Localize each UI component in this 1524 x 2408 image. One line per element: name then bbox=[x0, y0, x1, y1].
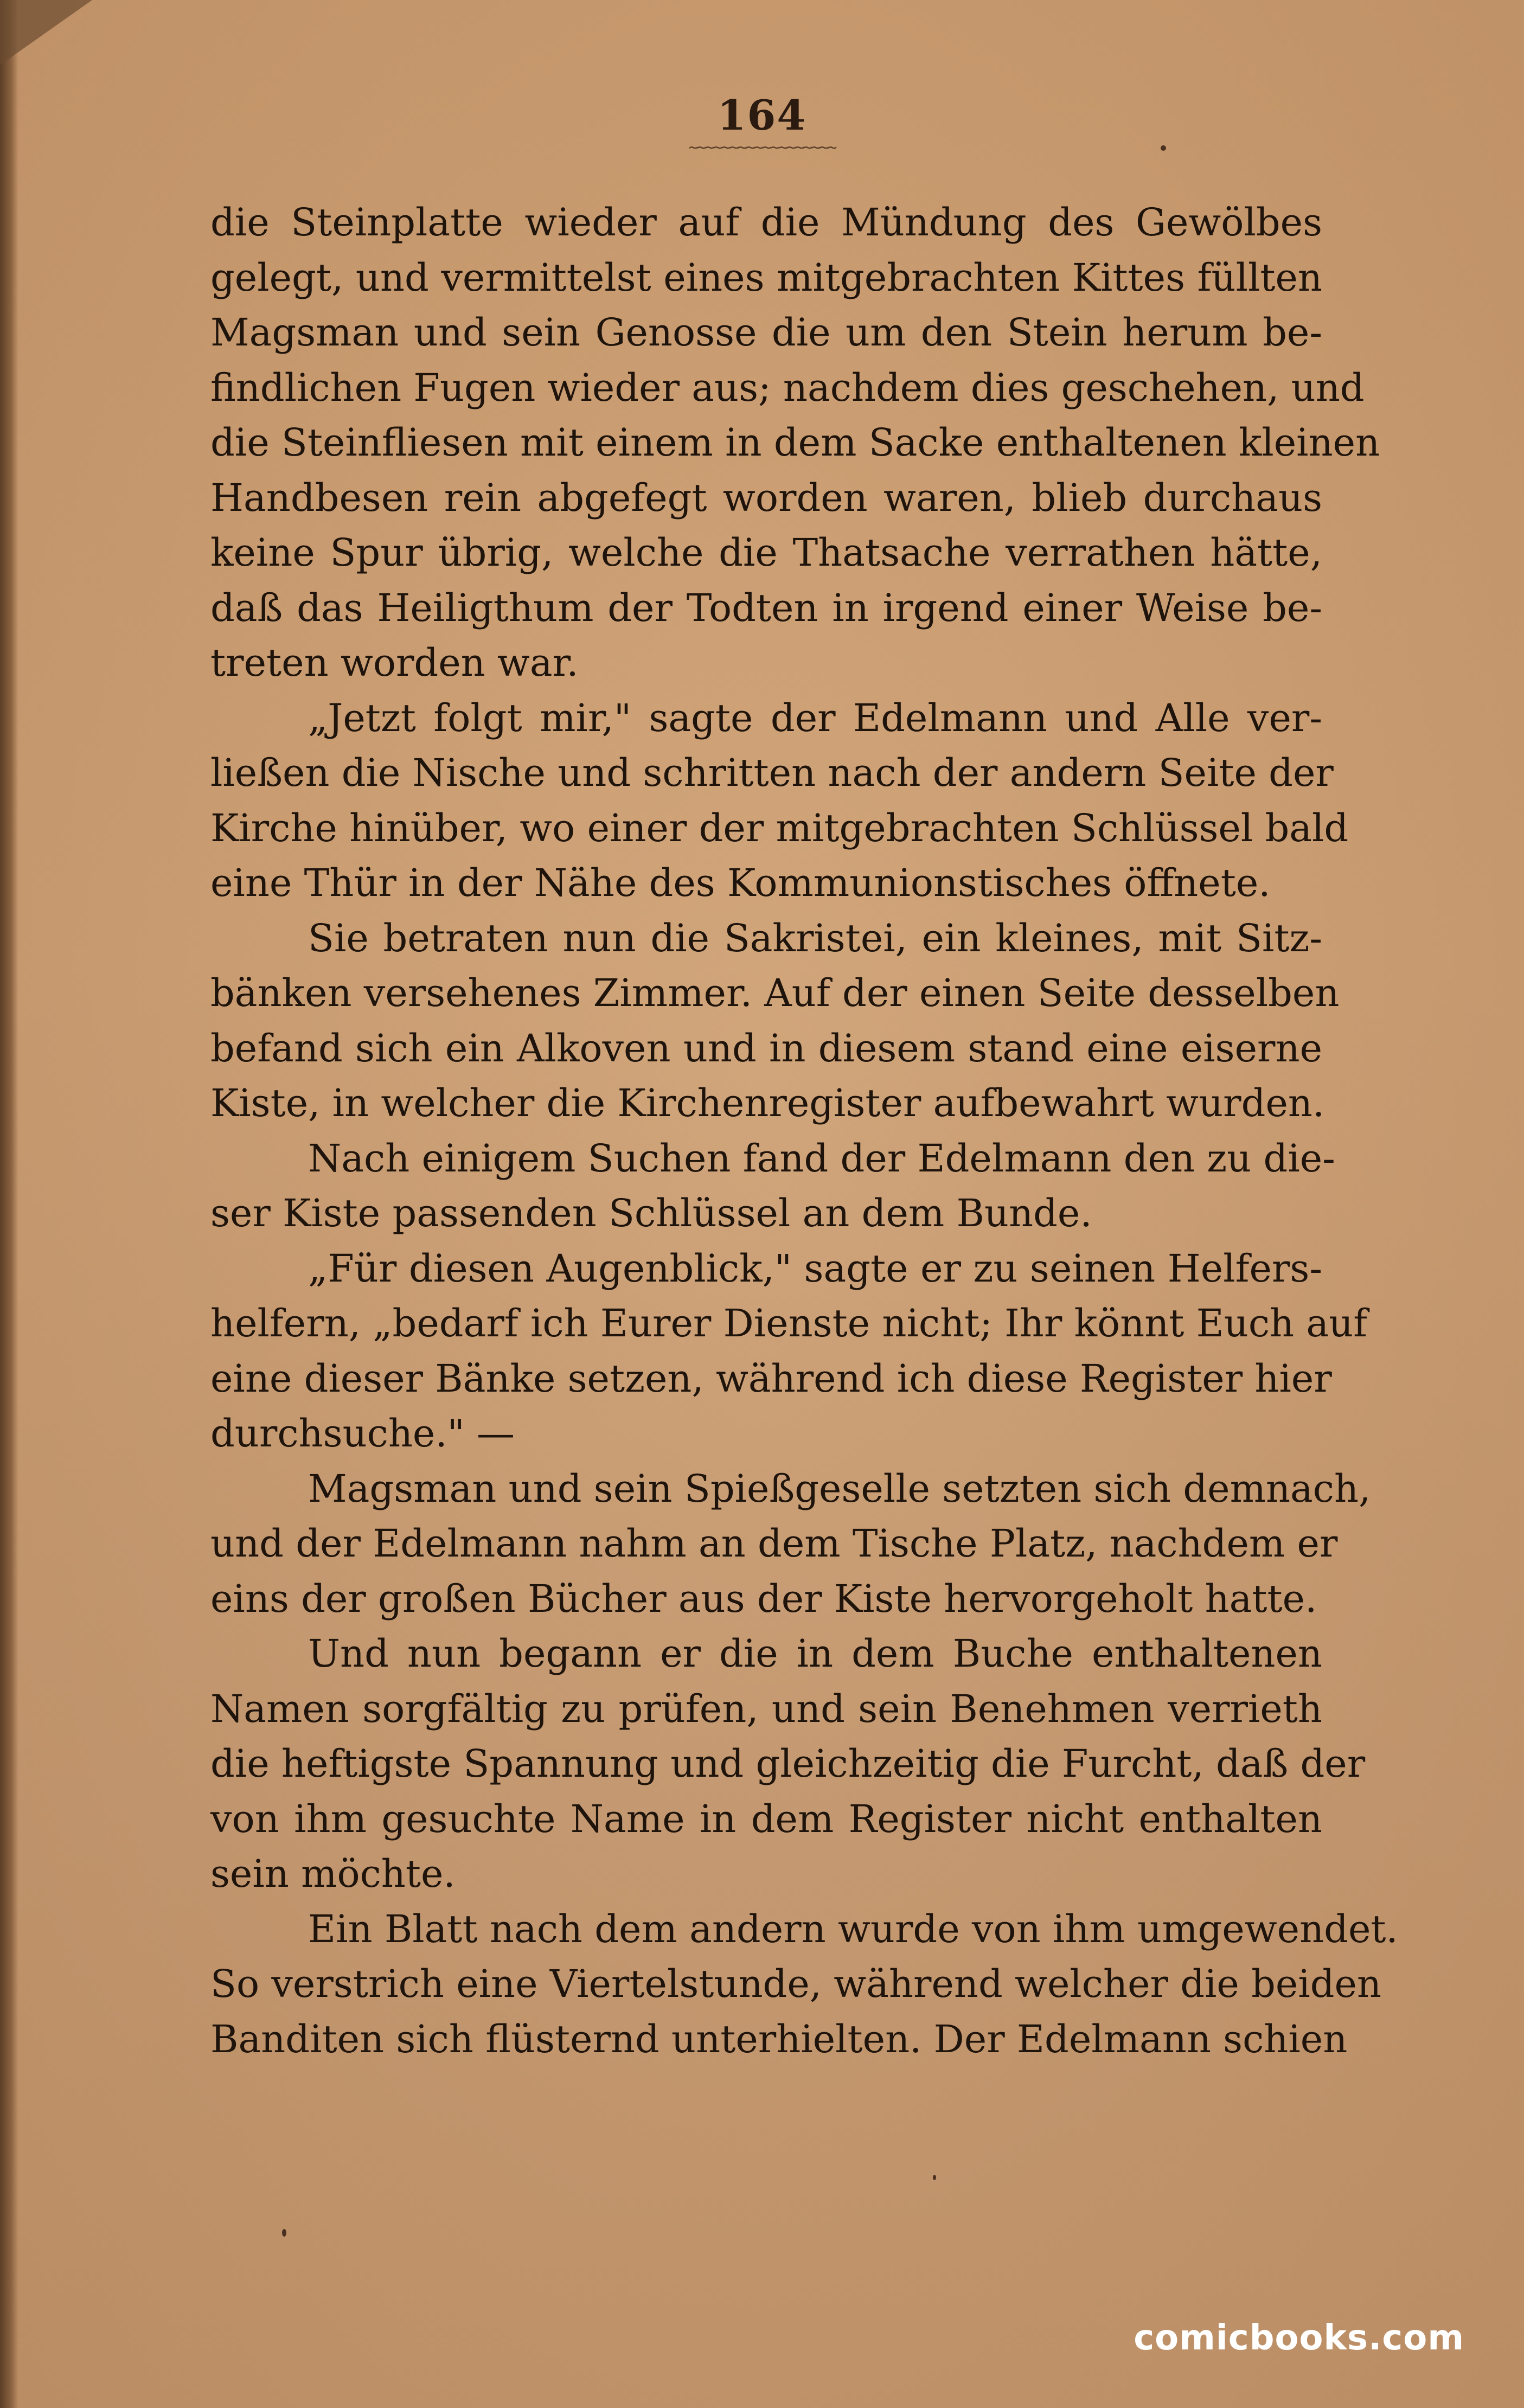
text-line: treten worden war. bbox=[210, 641, 579, 685]
page-corner-fold bbox=[0, 0, 92, 65]
text-line: eins der großen Bücher aus der Kiste hervorgeholt hatte. bbox=[210, 1576, 1317, 1621]
text-line: Ein Blatt nach dem andern wurde von ihm umgewendet. bbox=[308, 1906, 1398, 1951]
text-line: Banditen sich flüsternd unterhielten. Der Edelmann schien bbox=[210, 2016, 1348, 2061]
page-binding-edge bbox=[0, 0, 18, 2408]
text-line: „Für diesen Augenblick," sagte er zu seinen Helfers- bbox=[308, 1246, 1322, 1291]
text-line: und der Edelmann nahm an dem Tische Platz, nachdem er bbox=[210, 1521, 1338, 1566]
text-line: So verstrich eine Viertelstunde, während welcher die beiden bbox=[210, 1962, 1382, 2006]
text-line: Sie betraten nun die Sakristei, ein kleines, mit Sitz- bbox=[308, 915, 1322, 960]
text-line: eine Thür in der Nähe des Kommunionstisches öffnete. bbox=[210, 861, 1271, 905]
paper-speck bbox=[282, 2229, 286, 2237]
text-line: daß das Heiligthum der Todten in irgend einer Weise be- bbox=[210, 585, 1322, 630]
page-number-ornament: ~~~~~~~~~~~~~~~~~~ bbox=[688, 142, 836, 154]
paper-speck bbox=[1161, 145, 1166, 151]
text-line: die heftigste Spannung und gleichzeitig die Furcht, daß der bbox=[210, 1741, 1366, 1786]
text-line: findlichen Fugen wieder aus; nachdem dies geschehen, und bbox=[210, 365, 1365, 410]
text-line: Handbesen rein abgefegt worden waren, blieb durchaus bbox=[210, 475, 1322, 520]
text-line: durchsuche." — bbox=[210, 1411, 515, 1456]
text-line: von ihm gesuchte Name in dem Register nicht enthalten bbox=[210, 1796, 1322, 1841]
text-line: die Steinplatte wieder auf die Mündung des Gewölbes bbox=[210, 200, 1322, 245]
paper-speck bbox=[933, 2175, 936, 2180]
text-line: Nach einigem Suchen fand der Edelmann den zu die- bbox=[308, 1136, 1335, 1181]
text-line: „Jetzt folgt mir," sagte der Edelmann und Alle ver- bbox=[308, 695, 1322, 740]
text-line: Namen sorgfältig zu prüfen, und sein Benehmen verrieth bbox=[210, 1686, 1322, 1731]
text-line: ließen die Nische und schritten nach der andern Seite der bbox=[210, 751, 1334, 795]
text-line: keine Spur übrig, welche die Thatsache verrathen hätte, bbox=[210, 530, 1322, 575]
text-line: gelegt, und vermittelst eines mitgebrachten Kittes füllten bbox=[210, 255, 1322, 300]
text-line: Und nun begann er die in dem Buche enthaltenen bbox=[308, 1631, 1322, 1676]
text-line: ser Kiste passenden Schlüssel an dem Bunde. bbox=[210, 1191, 1092, 1235]
body-text bbox=[210, 195, 1398, 2067]
text-line: helfern, „bedarf ich Eurer Dienste nicht; Ihr könnt Euch auf bbox=[210, 1301, 1368, 1346]
text-line: Kiste, in welcher die Kirchenregister aufbewahrt wurden. bbox=[210, 1081, 1325, 1125]
text-line: Magsman und sein Spießgeselle setzten sich demnach, bbox=[308, 1466, 1371, 1511]
text-line: Magsman und sein Genosse die um den Stein herum be- bbox=[210, 310, 1322, 355]
page-number: 164 bbox=[717, 91, 807, 139]
text-line: bänken versehenes Zimmer. Auf der einen Seite desselben bbox=[210, 971, 1340, 1015]
text-line: die Steinfliesen mit einem in dem Sacke enthaltenen kleinen bbox=[210, 420, 1380, 465]
text-line: sein möchte. bbox=[210, 1852, 456, 1896]
watermark-logo: comicbooks.com bbox=[1134, 2318, 1464, 2358]
text-line: Kirche hinüber, wo einer der mitgebrachten Schlüssel bald bbox=[210, 805, 1349, 850]
text-line: eine dieser Bänke setzen, während ich diese Register hier bbox=[210, 1356, 1332, 1401]
text-line: befand sich ein Alkoven und in diesem stand eine eiserne bbox=[210, 1026, 1322, 1071]
